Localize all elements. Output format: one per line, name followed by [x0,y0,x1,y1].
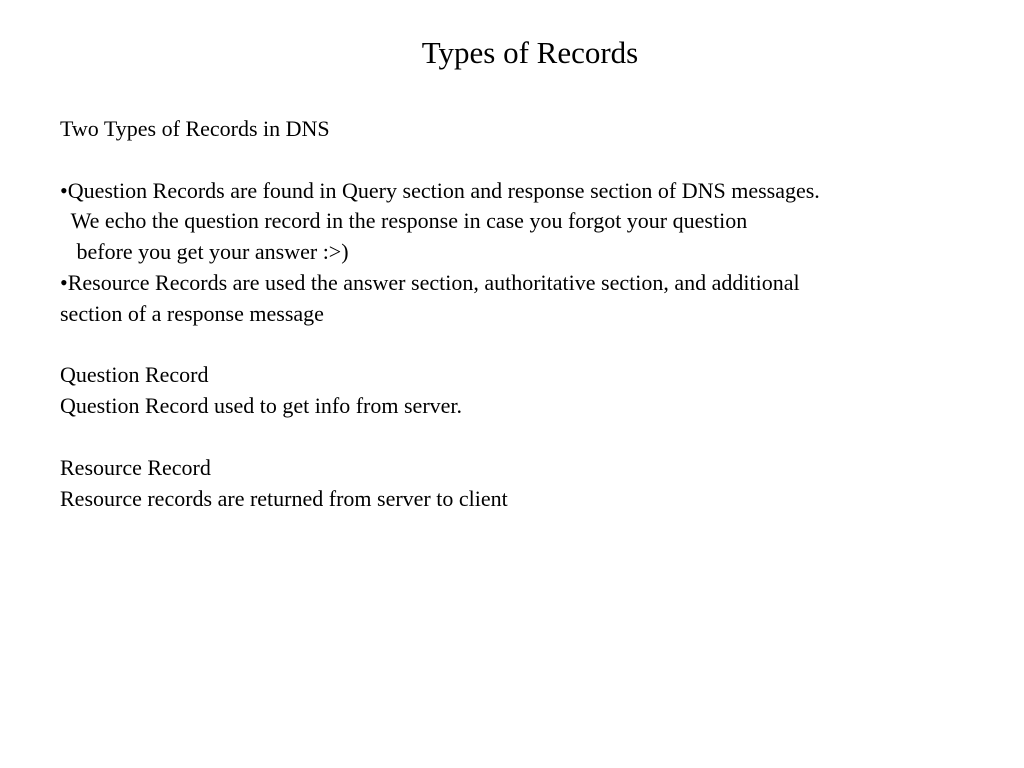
slide-body [60,114,1000,514]
spacer [60,145,1000,176]
bullet-question-records-line-3: before you get your answer :>) [60,239,349,265]
resource-record-text: Resource records are returned from server to client [60,485,508,511]
bullet-question-records-line-2: We echo the question record in the response in case you forgot your question [60,208,748,234]
bullet-question-records-line-1: •Question Records are found in Query section and response section of DNS messages. [60,177,820,203]
question-record-heading: Question Record [60,362,209,388]
bullet-resource-records-line-1: •Resource Records are used the answer section, authoritative section, and additional [60,269,800,295]
spacer [60,330,1000,361]
question-record-text: Question Record used to get info from server. [60,393,463,419]
resource-record-heading: Resource Record [60,454,211,480]
spacer [60,422,1000,453]
slide-title: Types of Records [421,35,639,70]
section-heading: Two Types of Records in DNS [60,116,330,141]
bullet-resource-records-line-2: section of a response message [60,300,324,326]
